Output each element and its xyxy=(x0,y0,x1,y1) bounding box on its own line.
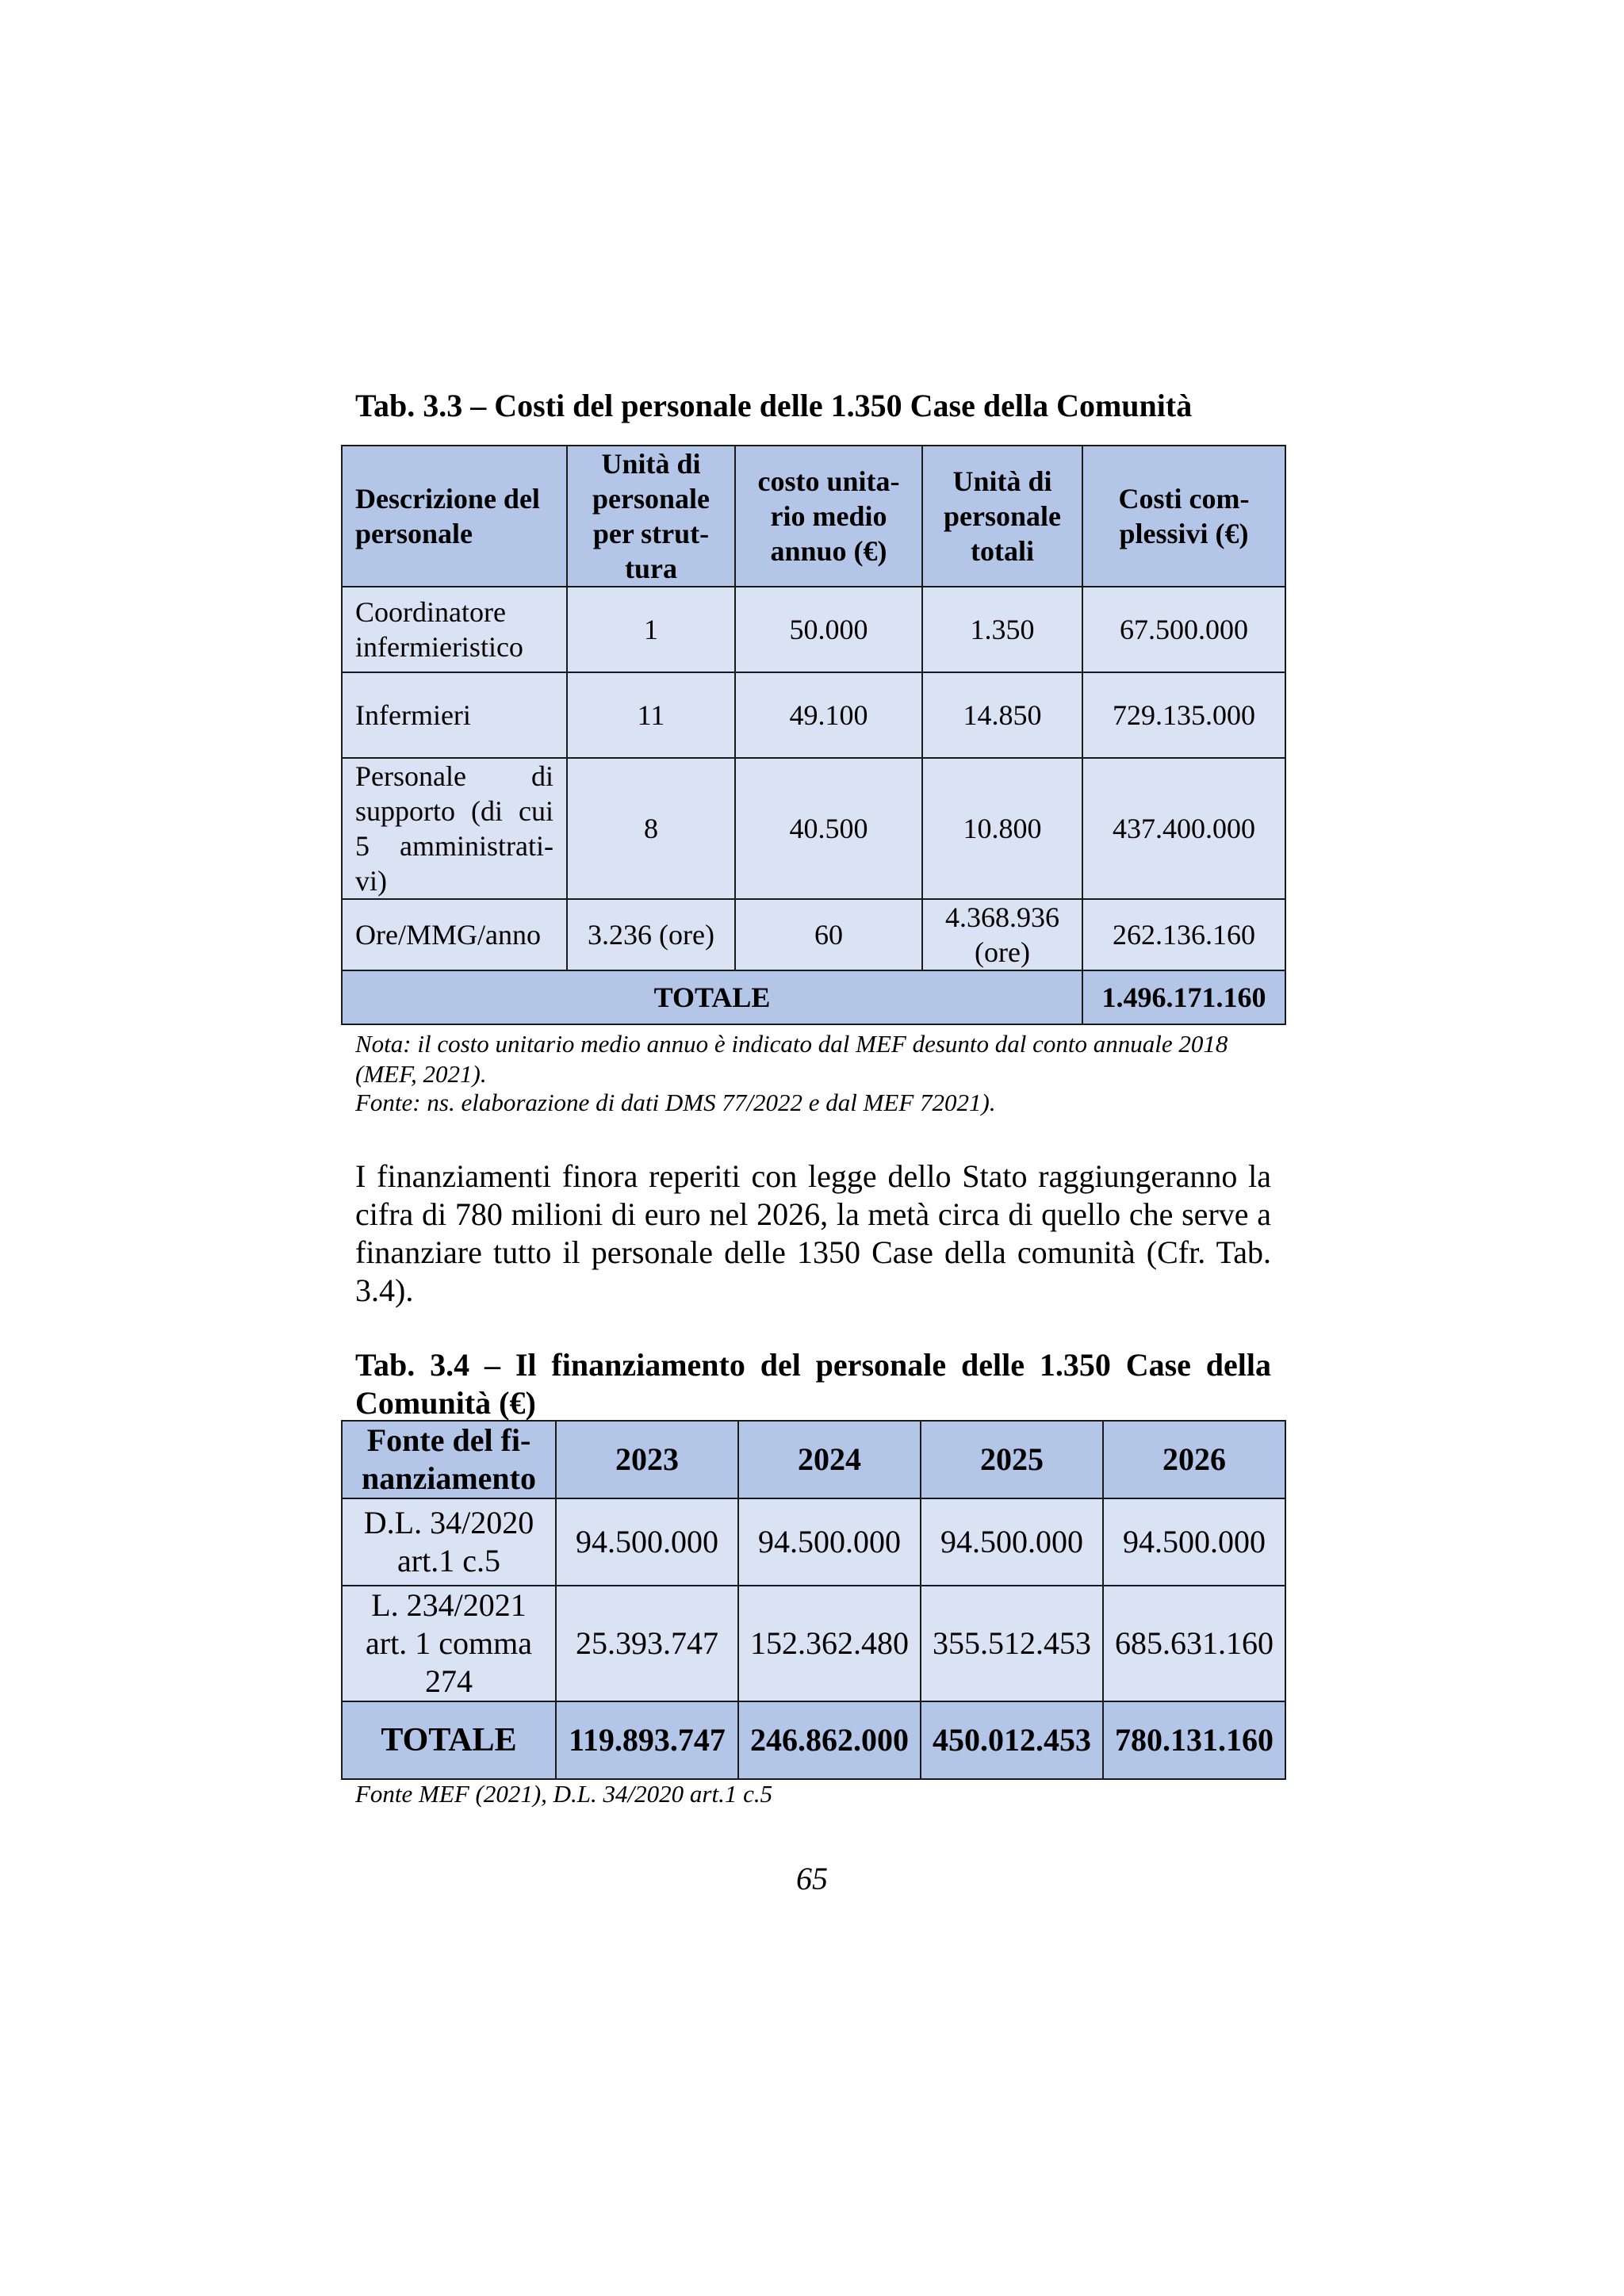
table-cell: 94.500.000 xyxy=(1103,1498,1285,1586)
table-cell: L. 234/2021 art. 1 comma 274 xyxy=(342,1586,556,1701)
table-cell: 1 xyxy=(567,587,735,672)
column-header: 2023 xyxy=(556,1421,738,1498)
table-cell: 8 xyxy=(567,758,735,899)
column-header: 2025 xyxy=(921,1421,1103,1498)
total-label: TOTALE xyxy=(342,970,1082,1024)
table-cell: 94.500.000 xyxy=(921,1498,1103,1586)
page-number: 65 xyxy=(796,1861,828,1896)
total-value: 119.893.747 xyxy=(556,1701,738,1779)
table-3-4 xyxy=(341,1420,1286,1780)
table-cell: 11 xyxy=(567,672,735,758)
table-cell: 4.368.936 (ore) xyxy=(922,899,1082,970)
table-row xyxy=(342,1498,1285,1586)
table-cell: 437.400.000 xyxy=(1082,758,1285,899)
column-header: Descrizione del personale xyxy=(342,446,567,587)
table-cell: Infermieri xyxy=(342,672,567,758)
total-value: 450.012.453 xyxy=(921,1701,1103,1779)
column-header: 2024 xyxy=(738,1421,921,1498)
table-cell: 60 xyxy=(735,899,922,970)
table-3-3-caption: Tab. 3.3 – Costi del personale delle 1.350 Case della Comunità xyxy=(355,388,1193,423)
table-cell: 10.800 xyxy=(922,758,1082,899)
total-value: 246.862.000 xyxy=(738,1701,921,1779)
table-cell: 355.512.453 xyxy=(921,1586,1103,1701)
table-row xyxy=(342,1586,1285,1701)
table-cell: 94.500.000 xyxy=(556,1498,738,1586)
table-cell: 262.136.160 xyxy=(1082,899,1285,970)
table-cell: 1.350 xyxy=(922,587,1082,672)
table-row xyxy=(342,672,1285,758)
table-cell: D.L. 34/2020 art.1 c.5 xyxy=(342,1498,556,1586)
table-total-row xyxy=(342,970,1285,1024)
total-value: 780.131.160 xyxy=(1103,1701,1285,1779)
table-cell: 685.631.160 xyxy=(1103,1586,1285,1701)
table-source: Fonte MEF (2021), D.L. 34/2020 art.1 c.5 xyxy=(355,1780,773,1808)
column-header: Unità di personale totali xyxy=(922,446,1082,587)
column-header: Fonte del fi-nanziamento xyxy=(342,1421,556,1498)
table-row xyxy=(342,587,1285,672)
table-cell: 14.850 xyxy=(922,672,1082,758)
table-cell: 94.500.000 xyxy=(738,1498,921,1586)
table-cell: Ore/MMG/anno xyxy=(342,899,567,970)
table-cell: Coordinatore infermieristico xyxy=(342,587,567,672)
column-header: Unità di personale per strut-tura xyxy=(567,446,735,587)
table-row xyxy=(342,758,1285,899)
table-note: Nota: il costo unitario medio annuo è indicato dal MEF desunto dal conto annuale 2018 (MEF, 2021). xyxy=(355,1030,1228,1088)
table-header-row xyxy=(342,1421,1285,1498)
table-cell: 49.100 xyxy=(735,672,922,758)
total-value: 1.496.171.160 xyxy=(1082,970,1285,1024)
column-header: 2026 xyxy=(1103,1421,1285,1498)
table-3-4-caption: Tab. 3.4 – Il finanziamento del personale delle 1.350 Case della Comunità (€) xyxy=(355,1347,1271,1421)
body-paragraph: I finanziamenti finora reperiti con legge dello Stato raggiungeranno la cifra di 780 milioni di euro nel 2026, la metà circa di quello che serve a finanziare tutto il personale delle 1350 Case della comunità (Cfr. Tab. 3.4). xyxy=(355,1158,1271,1308)
table-cell: 3.236 (ore) xyxy=(567,899,735,970)
table-cell: 50.000 xyxy=(735,587,922,672)
table-header-row xyxy=(342,446,1285,587)
table-cell: Personale di supporto (di cui 5 amministrati-vi) xyxy=(342,758,567,899)
table-3-3 xyxy=(341,445,1286,1025)
column-header: costo unita-rio medio annuo (€) xyxy=(735,446,922,587)
total-label: TOTALE xyxy=(342,1701,556,1779)
column-header: Costi com-plessivi (€) xyxy=(1082,446,1285,587)
table-total-row xyxy=(342,1701,1285,1779)
table-cell: 152.362.480 xyxy=(738,1586,921,1701)
table-cell: 25.393.747 xyxy=(556,1586,738,1701)
table-cell: 729.135.000 xyxy=(1082,672,1285,758)
table-cell: 67.500.000 xyxy=(1082,587,1285,672)
table-cell: 40.500 xyxy=(735,758,922,899)
table-row xyxy=(342,899,1285,970)
table-source: Fonte: ns. elaborazione di dati DMS 77/2022 e dal MEF 72021). xyxy=(355,1089,996,1116)
